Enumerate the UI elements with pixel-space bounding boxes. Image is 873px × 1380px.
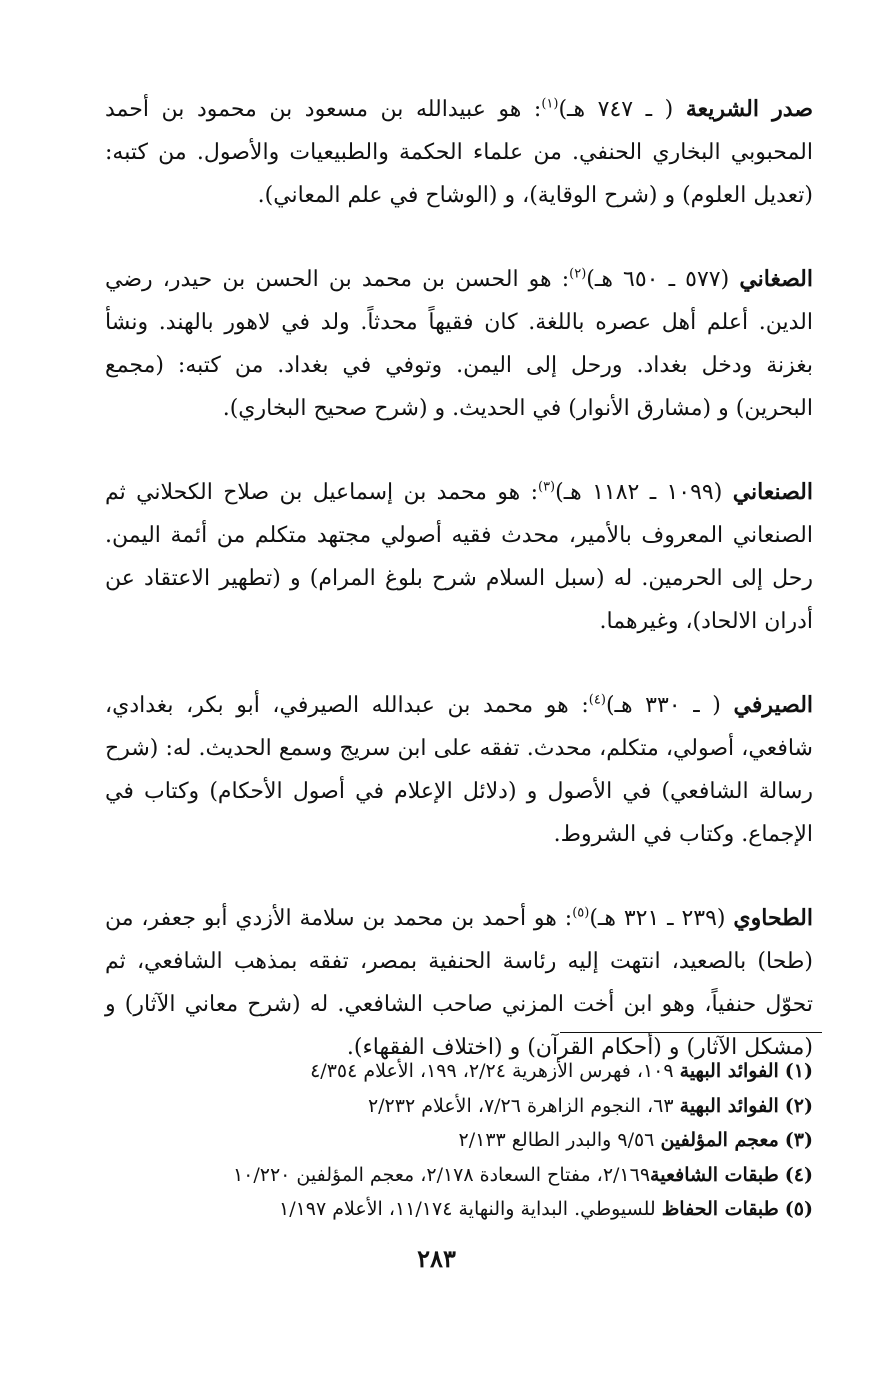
entry-text: : هو محمد بن عبدالله الصيرفي، أبو بكر، بغدادي، شافعي، أصولي، متكلم، محدث. تفقه على ابن سريج وسمع الحديث. له: (شرح رسالة الشافعي) في الأصول و (دلائل الإعلام في أصول الأحكام) وكتاب في الإجماع. وكتاب في الشروط. (105, 693, 813, 847)
entry-text: : هو أحمد بن محمد بن سلامة الأزدي أبو جعفر، من (طحا) بالصعيد، انتهت إليه رئاسة الحنفية بمصر، تفقه بمذهب الشافعي، ثم تحوّل حنفياً، وهو ابن أخت المزني صاحب الشافعي. له (شرح معاني الآثار) و (مشكل الآثار) و (أحكام القرآن) و (اختلاف الفقهاء). (105, 906, 813, 1060)
entry-name: الصيرفي (733, 692, 814, 718)
footnote-ref: (١) (541, 96, 559, 112)
entry-dates: (١٠٩٩ ـ ١١٨٢ هـ) (555, 480, 723, 505)
entry-text: : هو الحسن بن محمد بن الحسن بن حيدر، رضي الدين. أعلم أهل عصره باللغة. كان فقيهاً محدثاً. ولد في لاهور بالهند. ونشأ بغزنة ودخل بغداد. ورحل إلى اليمن. وتوفي في بغداد. من كتبه: (مجمع البحرين) و (مشارق الأنوار) في الحديث. و (شرح صحيح البخاري). (105, 267, 813, 421)
page-number: ٢٨٣ (417, 1244, 456, 1273)
footnote-item (105, 1158, 813, 1193)
footnote-ref: (٣) (537, 479, 556, 495)
footnote-item (105, 1054, 813, 1089)
entry-al-tahawi (105, 897, 813, 1069)
footnote-item (105, 1192, 813, 1227)
footnote-number: (٢) (784, 1094, 813, 1117)
footnote-separator (560, 1032, 822, 1033)
footnote-ref: (٥) (572, 905, 590, 921)
entry-dates: (٥٧٧ ـ ٦٥٠ هـ) (586, 267, 730, 292)
entry-dates: ( ـ ٣٣٠ هـ) (605, 693, 721, 718)
entry-name: الطحاوي (733, 905, 814, 931)
entry-text: : هو محمد بن إسماعيل بن صلاح الكحلاني ثم الصنعاني المعروف بالأمير، محدث فقيه أصولي مجتهد متكلم من أئمة اليمن. رحل إلى الحرمين. له (سبل السلام شرح بلوغ المرام) و (تطهير الاعتقاد عن أدران الالحاد)، وغيرهما. (105, 480, 813, 634)
footnote-source: الفوائد البهية (679, 1060, 779, 1082)
footnote-text: ٩/٥٦ والبدر الطالع ٢/١٣٣ (458, 1129, 655, 1151)
footnote-number: (٤) (784, 1163, 813, 1186)
footnote-ref: (٢) (569, 266, 587, 282)
entry-text: : هو عبيدالله بن مسعود بن محمود بن أحمد المحبوبي البخاري الحنفي. من علماء الحكمة والطبيعيات والأصول. من كتبه: (تعديل العلوم) و (شرح الوقاية)، و (الوشاح في علم المعاني). (105, 97, 813, 208)
footnote-number: (٥) (784, 1198, 813, 1220)
footnote-source: طبقات الشافعية (650, 1163, 779, 1186)
footnote-text: ١٠٩، فهرس الأزهرية ٢/٢٤، ١٩٩، الأعلام ٤/٣٥٤ (310, 1060, 674, 1082)
footnote-number: (٣) (784, 1129, 813, 1151)
entry-name: الصغاني (739, 266, 813, 292)
footnote-item (105, 1123, 813, 1158)
entry-al-saghani (105, 258, 813, 430)
footnote-number: (١) (784, 1060, 813, 1082)
footnotes (105, 1054, 813, 1227)
entry-al-sanani (105, 471, 813, 643)
entry-dates: ( ـ ٧٤٧ هـ) (558, 97, 674, 122)
footnote-text: ٦٣، النجوم الزاهرة ٧/٢٦، الأعلام ٢/٢٣٢ (367, 1094, 674, 1117)
footnote-ref: (٤) (588, 692, 606, 708)
entry-al-sayrafi (105, 684, 813, 856)
footnote-text: ٢/١٦٩، مفتاح السعادة ٢/١٧٨، معجم المؤلفين ١٠/٢٢٠ (232, 1163, 651, 1186)
entry-sadr-al-sharia (105, 88, 813, 217)
footnote-source: معجم المؤلفين (660, 1129, 779, 1151)
footnote-source: الفوائد البهية (679, 1094, 779, 1117)
entry-name: الصنعاني (732, 479, 813, 505)
footnote-source: طبقات الحفاظ (661, 1198, 779, 1220)
entry-name: صدر الشريعة (685, 96, 814, 122)
footnote-item (105, 1089, 813, 1124)
entry-dates: (٢٣٩ ـ ٣٢١ هـ) (589, 906, 726, 931)
biographies-body (105, 88, 813, 1110)
footnote-text: للسيوطي. البداية والنهاية ١١/١٧٤، الأعلام ١/١٩٧ (279, 1198, 656, 1220)
